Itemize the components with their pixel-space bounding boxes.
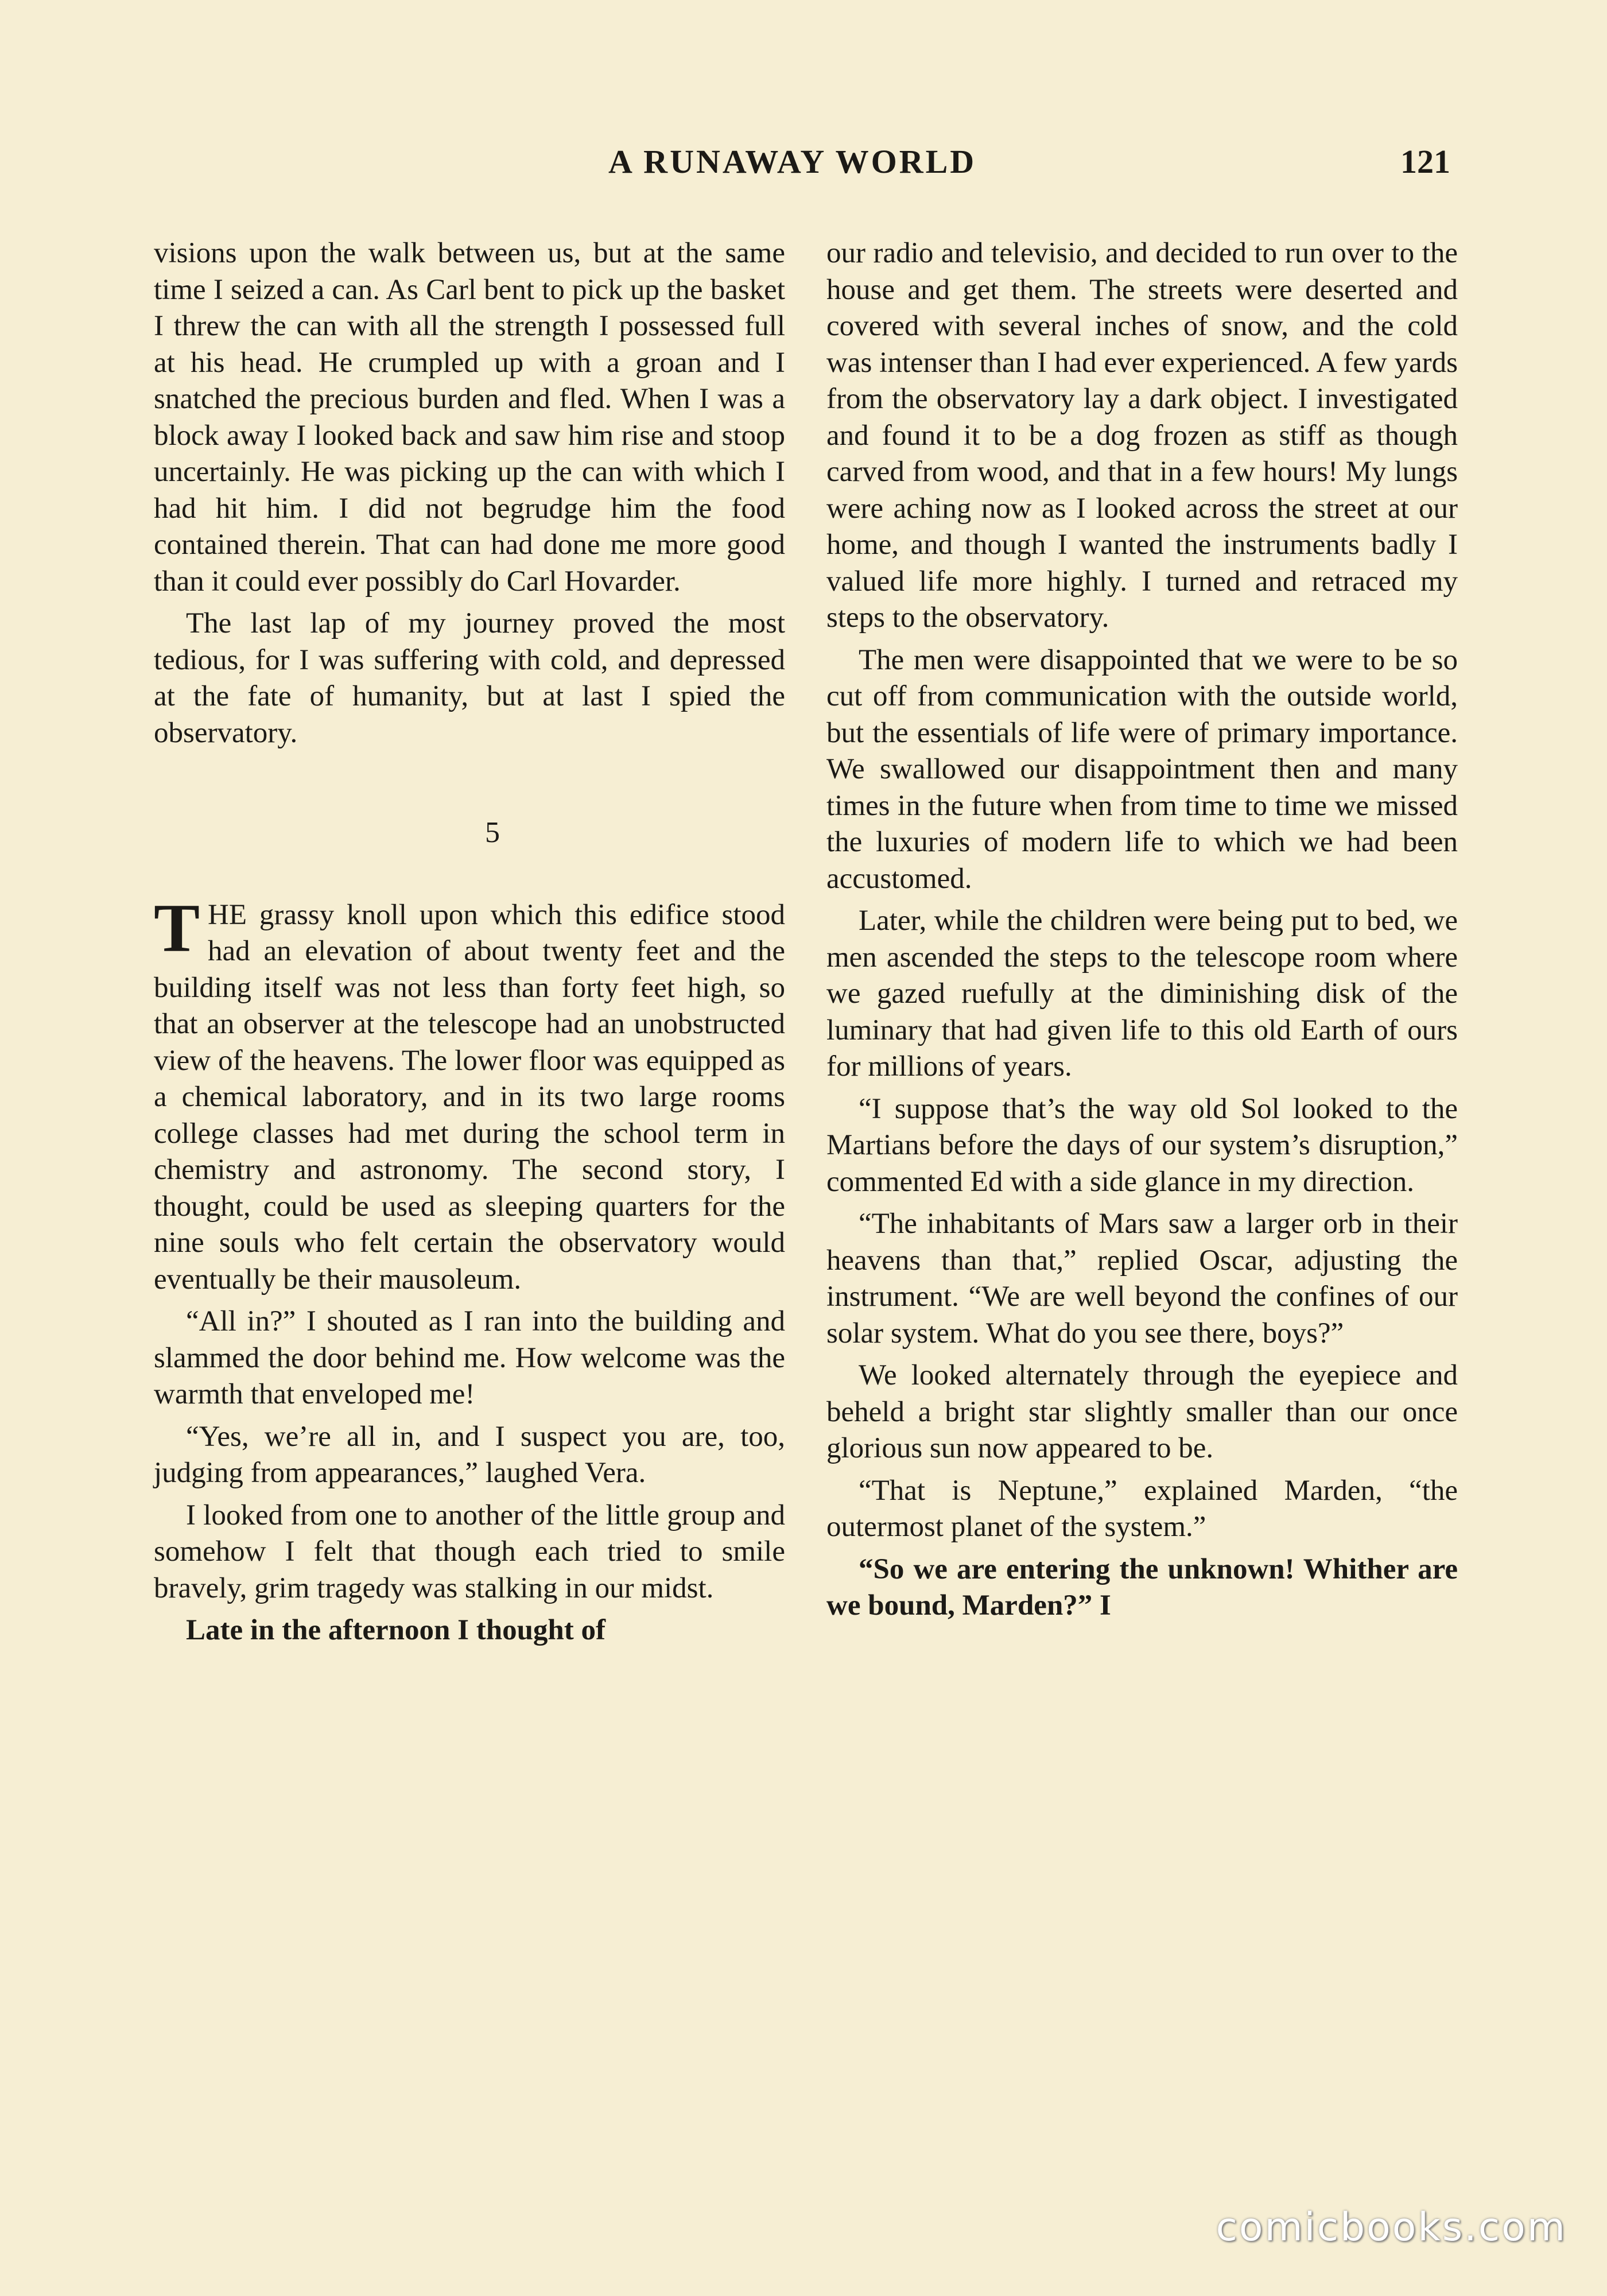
left-paragraph-4: “All in?” I shouted as I ran into the building and slammed the door behind me. How welcome was the warmth that enveloped me! xyxy=(154,1305,785,1410)
right-paragraph-4: “I suppose that’s the way old Sol looked to the Martians before the days of our system’s disruption,” commented Ed with a side glance in my direction. xyxy=(826,1092,1458,1198)
right-paragraph-1: our radio and televisio, and decided to run over to the house and get them. The streets were deserted and covered with several inches of snow, and the cold was intenser than I had ever experienced. A few yards from the observatory lay a dark object. I investigated and found it to be a dog frozen as stiff as though carved from wood, and that in a few hours! My lungs were aching now as I looked across the street at our home, and though I wanted the instruments badly I valued life more highly. I turned and retraced my steps to the observatory. xyxy=(826,237,1458,634)
paragraph-body: grassy knoll upon which this edifice stood had an elevation of about twenty feet and the building itself was not less than forty feet high, so that an observer at the telescope had an unobstructed view of the heavens. The lower floor was equipped as a chemical laboratory, and in its two large rooms college classes had met during the school term in chemistry and astronomy. The second story, I thought, could be used as sleeping quarters for the nine souls who felt certain the observatory would eventually be their mausoleum. xyxy=(154,898,785,1296)
left-paragraph-1: visions upon the walk between us, but at the same time I seized a can. As Carl bent to pick up the basket I threw the can with all the strength I possessed full at his head. He crumpled up with a groan and I snatched the precious burden and fled. When I was a block away I looked back and saw him rise and stoop uncertainly. He was picking up the can with which I had hit him. I did not begrudge him the food contained therein. That can had done me more good than it could ever possibly do Carl Hovarder. xyxy=(154,237,785,598)
left-paragraph-7: Late in the afternoon I thought of xyxy=(186,1614,606,1646)
right-column xyxy=(826,235,1458,1624)
page-number: 121 xyxy=(1400,143,1450,180)
right-paragraph-7: “That is Neptune,” explained Marden, “the outermost planet of the system.” xyxy=(826,1474,1458,1543)
watermark-logo: comicbooks.com xyxy=(1216,2205,1567,2250)
drop-cap: T xyxy=(154,889,200,966)
right-paragraph-8: “So we are entering the unknown! Whither are we bound, Marden?” I xyxy=(826,1553,1458,1622)
left-paragraph-5: “Yes, we’re all in, and I suspect you are, too, judging from appearances,” laughed Vera. xyxy=(154,1420,785,1489)
right-paragraph-5: “The inhabitants of Mars saw a larger orb in their heavens than that,” replied Oscar, adjusting the instrument. “We are well beyond the confines of our solar system. What do you see there, boys?” xyxy=(826,1208,1458,1349)
running-title: A RUNAWAY WORLD xyxy=(608,143,977,180)
left-paragraph-2: The last lap of my journey proved the most tedious, for I was suffering with cold, and depressed at the fate of humanity, but at last I spied the observatory. xyxy=(154,607,785,749)
right-paragraph-3: Later, while the children were being put to bed, we men ascended the steps to the telescope room where we gazed ruefully at the diminishing disk of the luminary that had given life to this old Earth of ours for millions of years. xyxy=(826,905,1458,1083)
small-caps-lead: HE xyxy=(208,898,247,931)
right-paragraph-6: We looked alternately through the eyepiece and beheld a bright star slightly smaller than our once glorious sun now appeared to be. xyxy=(826,1359,1458,1464)
left-column xyxy=(154,235,785,1649)
right-paragraph-2: The men were disappointed that we were to be so cut off from communication with the outside world, but the essentials of life were of primary importance. We swallowed our disappointment then and many times in the future when from time to time we missed the luxuries of modern life to which we had been accustomed. xyxy=(826,643,1458,895)
section-number: 5 xyxy=(485,816,500,849)
left-paragraph-3 xyxy=(154,889,785,1298)
left-paragraph-6: I looked from one to another of the little group and somehow I felt that though each tried to smile bravely, grim tragedy was stalking in our midst. xyxy=(154,1499,785,1604)
page-header xyxy=(0,142,1607,188)
